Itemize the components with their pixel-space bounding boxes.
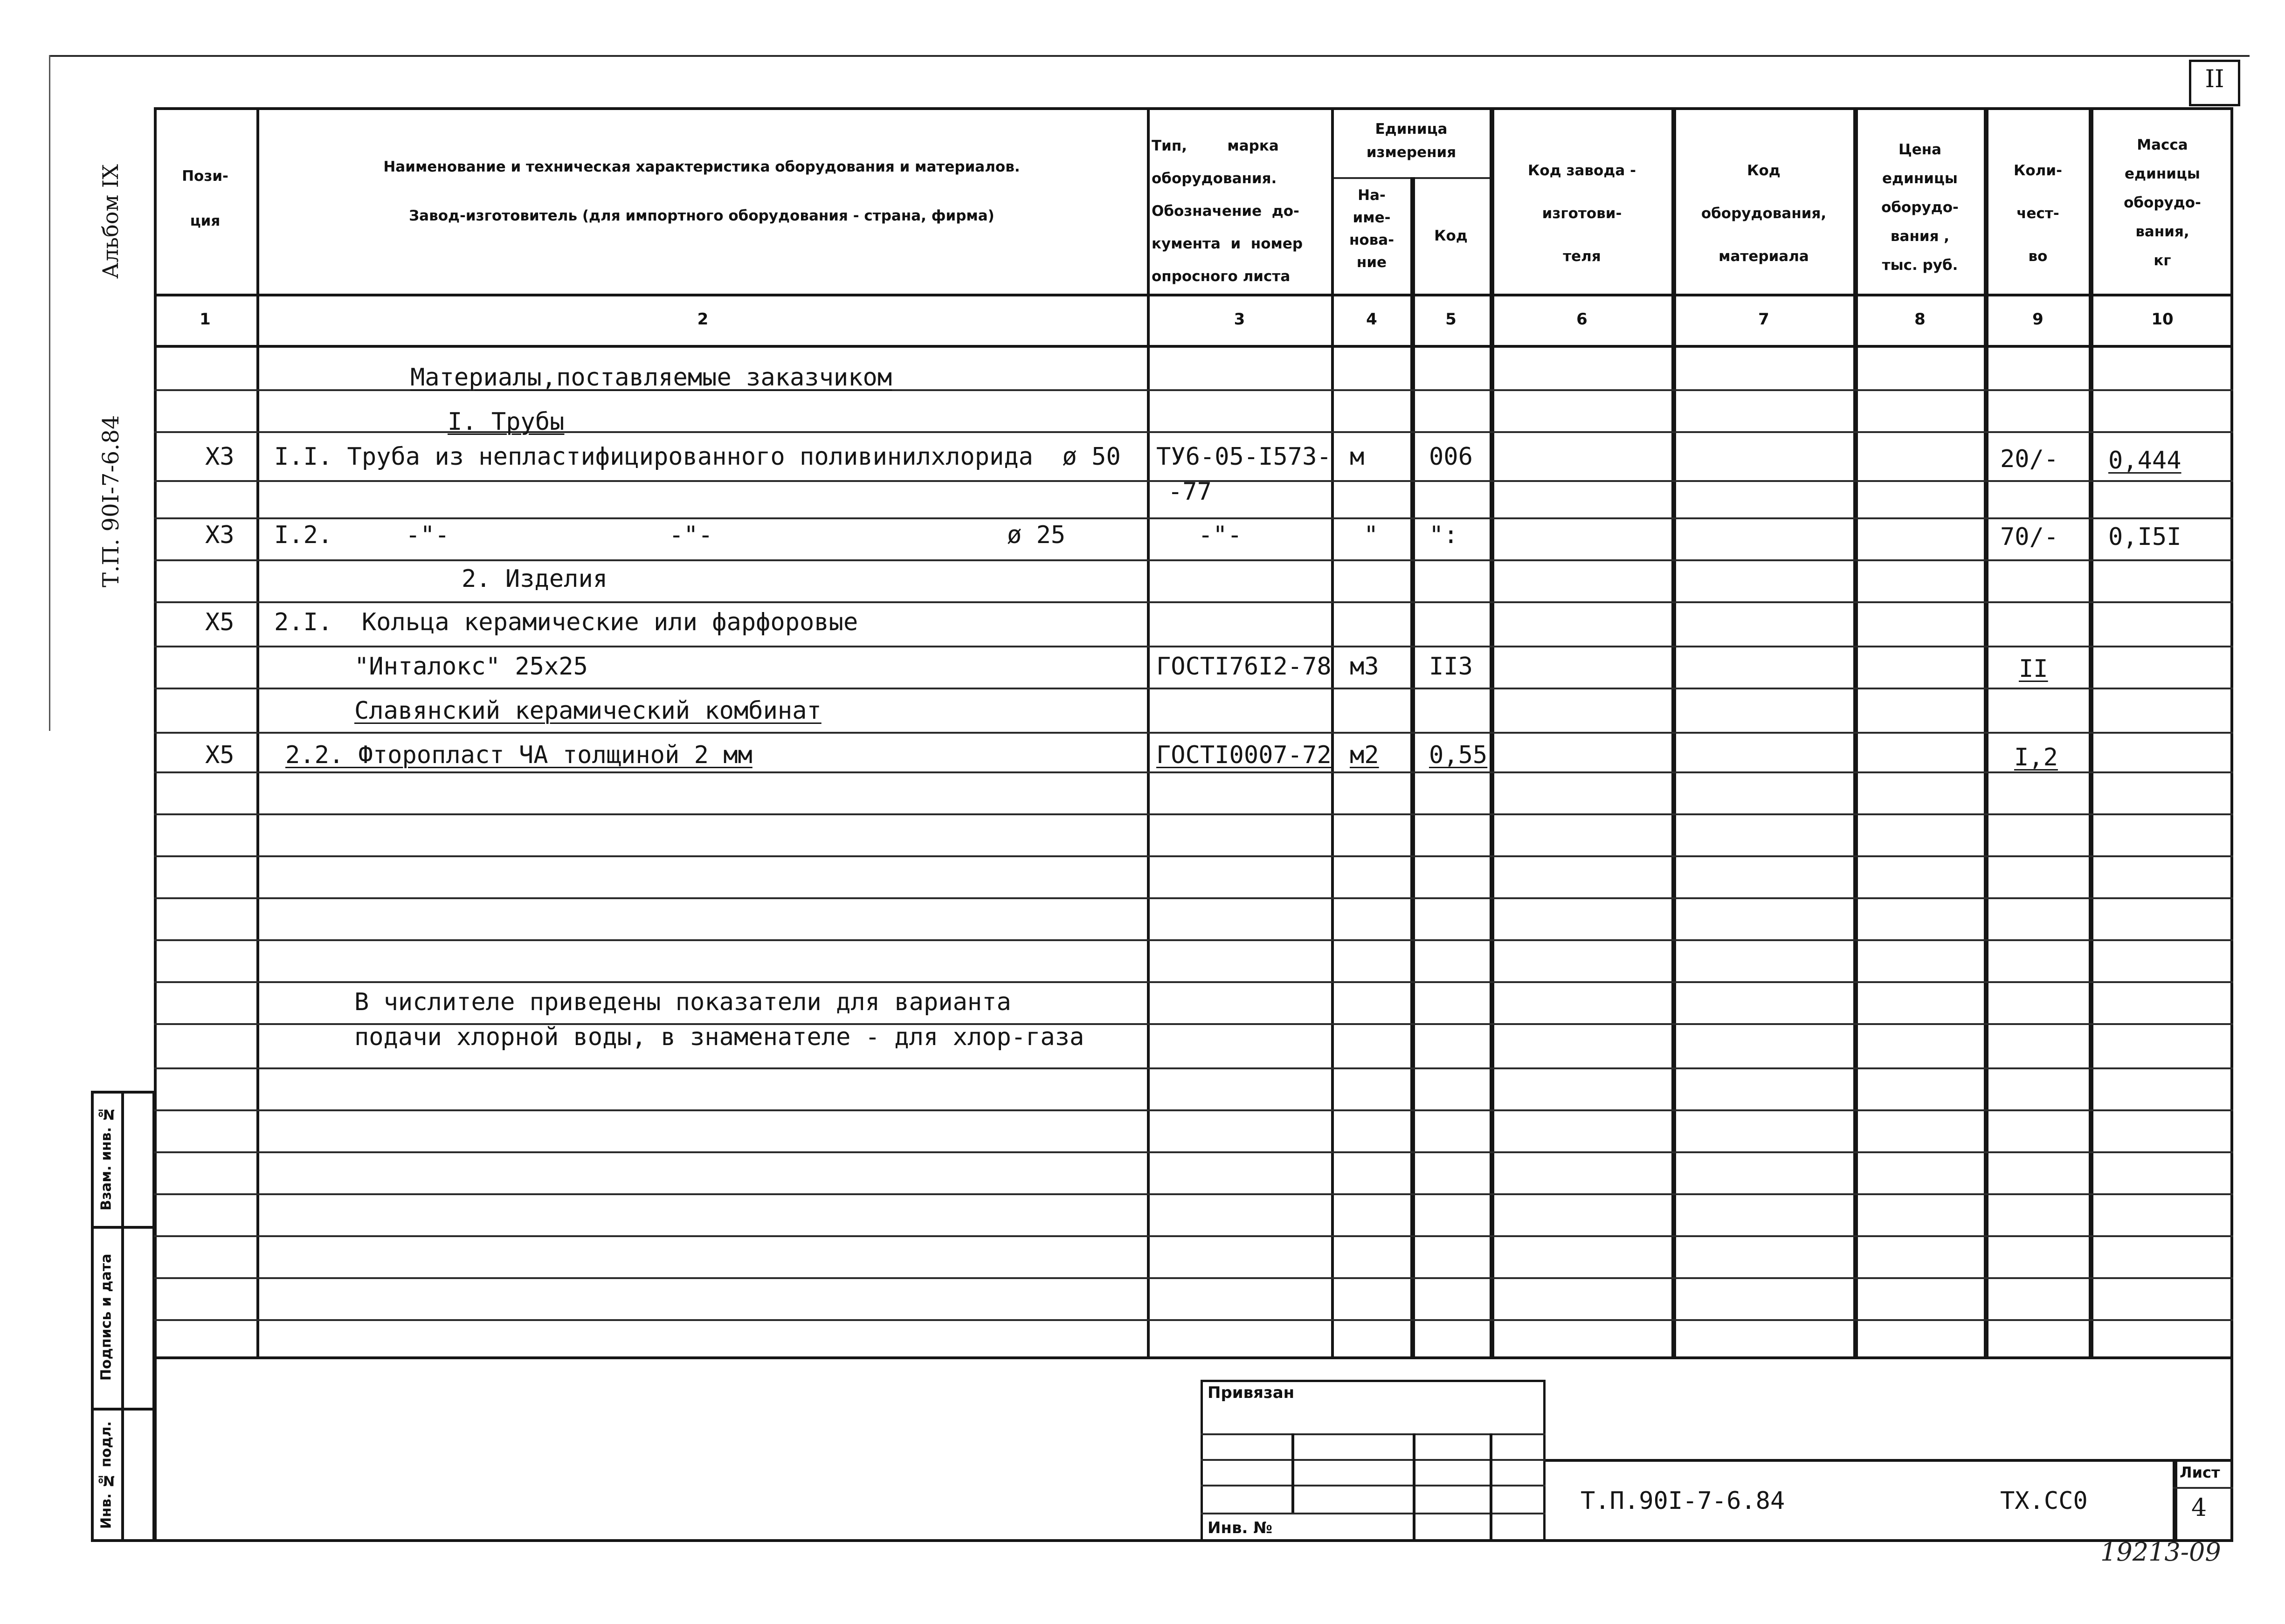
header-unit-mass: Масса единицы оборудо- вания, кг [2124,137,2201,269]
row-separator [154,939,2233,941]
privyazan-line-1 [1201,1433,1546,1435]
colnum-9: 9 [2032,310,2043,329]
row-separator [154,1109,2233,1111]
header-name-line2: Завод-изготовитель (для импортного оборудования - страна, фирма) [409,207,994,224]
row-6-name: 2.I. Кольца керамические или фарфоровые [274,608,858,636]
row-separator [154,646,2233,647]
colnum-5: 5 [1445,310,1457,329]
numbers-bottom-line [154,345,2233,348]
row-4-code: ": [1429,521,1458,549]
privyazan-line-2 [1201,1459,1546,1461]
archive-number: 19213-09 [2100,1537,2221,1567]
row-4-position: X3 [205,521,235,549]
outer-top-border [49,55,2250,57]
row-separator [154,1193,2233,1195]
header-unit-price: Цена единицы оборудо- вания , тыс. руб. [1881,141,1959,274]
title-top-line [1546,1459,2233,1462]
section-title-materials: Материалы,поставляемые заказчиком [410,364,892,392]
privyazan-col-3 [1490,1433,1492,1542]
row-separator [154,897,2233,899]
row-separator [154,771,2233,773]
sheet-number-top: II [2205,65,2224,93]
stamp-podpis-data: Подпись и дата [98,1253,115,1381]
col-line-4 [1410,177,1415,1356]
row-8-manufacturer: Славянский керамический комбинат [354,697,821,725]
note-line-2: подачи хлорной воды, в знаменателе - для хлор-газа [354,1023,1084,1051]
album-label: Альбом IX [98,164,123,279]
row-9-position: X5 [205,741,235,769]
header-name-line1: Наименование и техническая характеристика оборудования и материалов. [383,158,1020,175]
row-4-unit: " [1364,521,1379,549]
colnum-4: 4 [1366,310,1377,329]
privyazan-label: Привязан [1208,1383,1295,1402]
inv-no-label: Инв. № [1208,1519,1273,1537]
header-unit-name: На- име- нова- ние [1349,187,1394,271]
note-line-1: В числителе приведены показатели для варианта [354,988,1011,1016]
row-2-doc: ТУ6-05-I573- [1156,443,1332,471]
title-designation: Т.П.90I-7-6.84 [1581,1487,1785,1515]
row-separator [154,1235,2233,1237]
project-code-side: Т.П. 90I-7-6.84 [98,415,124,587]
section-title-products: 2. Изделия [462,565,608,593]
colnum-10: 10 [2151,310,2174,329]
row-separator [154,1319,2233,1321]
header-position: Пози- ция [182,168,228,229]
row-4-ditto-1: -"- [406,521,449,549]
row-4-ditto-2: -"- [669,521,713,549]
table-bottom-line [154,1356,2233,1359]
sheet-number: 4 [2191,1494,2207,1522]
privyazan-col-1 [1291,1433,1294,1513]
header-unit-code: Код [1434,227,1468,244]
row-6-position: X5 [205,608,235,636]
colnum-8: 8 [1914,310,1926,329]
row-2-code: 006 [1429,443,1473,471]
row-2-qty: 20/- [2000,445,2059,473]
row-separator [154,1151,2233,1153]
row-separator [154,855,2233,857]
header-equipment-code: Код оборудования, материала [1701,162,1827,265]
row-9-code: 0,55 [1429,741,1488,769]
row-4-doc: -"- [1198,521,1242,549]
row-9-doc: ГОСТI0007-72 [1156,741,1332,769]
colnum-6: 6 [1576,310,1588,329]
row-9-name: 2.2. Фторопласт ЧА толщиной 2 мм [285,741,752,769]
row-7-name: "Инталокс" 25х25 [354,653,588,681]
row-4-qty: 70/- [2000,523,2059,551]
colnum-2: 2 [697,310,709,329]
sheet-col-line [2173,1459,2177,1542]
row-2-mass: 0,444 [2108,447,2181,475]
colnum-7: 7 [1758,310,1769,329]
row-separator [154,1277,2233,1279]
row-2-name: I.I. Труба из непластифицированного поливинилхлорида ø 50 [274,443,1121,471]
row-separator [154,1067,2233,1069]
privyazan-line-3 [1201,1485,1546,1486]
colnum-1: 1 [200,310,211,329]
header-factory-code: Код завода - изготови- теля [1528,162,1636,265]
sheet-label-line [2173,1487,2233,1489]
stamp-inv-podl: Инв. № подл. [98,1421,115,1529]
row-4-mass: 0,I5I [2108,523,2181,551]
row-separator [154,601,2233,603]
privyazan-line-4 [1201,1513,1546,1514]
row-separator [154,732,2233,734]
row-2-position: X3 [205,443,235,471]
row-7-code: II3 [1429,653,1473,681]
row-7-qty: II [2019,655,2048,683]
stamp-vzam-inv: Взам. инв. № [98,1106,115,1211]
row-separator [154,517,2233,519]
privyazan-block [1201,1380,1546,1542]
stamp-divider [121,1091,124,1542]
header-quantity: Коли- чест- во [2014,162,2062,265]
row-9-unit: м2 [1350,741,1379,769]
row-2-unit: м [1350,443,1365,471]
header-type-doc: Тип, марка оборудования. Обозначение до- кумента и номер опросного листа [1152,138,1303,285]
colnum-3: 3 [1234,310,1245,329]
row-separator [154,559,2233,561]
header-unit: Единица измерения [1366,121,1457,161]
row-4-diameter: ø 25 [1007,521,1066,549]
row-3-doc: -77 [1168,478,1212,506]
outer-left-border [49,55,50,731]
row-9-qty: I,2 [2014,743,2058,771]
row-separator [154,813,2233,815]
row-separator [154,981,2233,983]
section-title-pipes: I. Трубы [448,408,565,436]
row-7-unit: м3 [1350,653,1379,681]
row-separator [154,688,2233,689]
title-code: ТХ.СС0 [2000,1487,2088,1515]
privyazan-col-2 [1413,1433,1415,1542]
sheet-label: Лист [2180,1464,2220,1481]
header-bottom-line [154,294,2233,296]
row-4-name: I.2. [274,521,333,549]
row-7-doc: ГОСТI76I2-78 [1156,653,1332,681]
